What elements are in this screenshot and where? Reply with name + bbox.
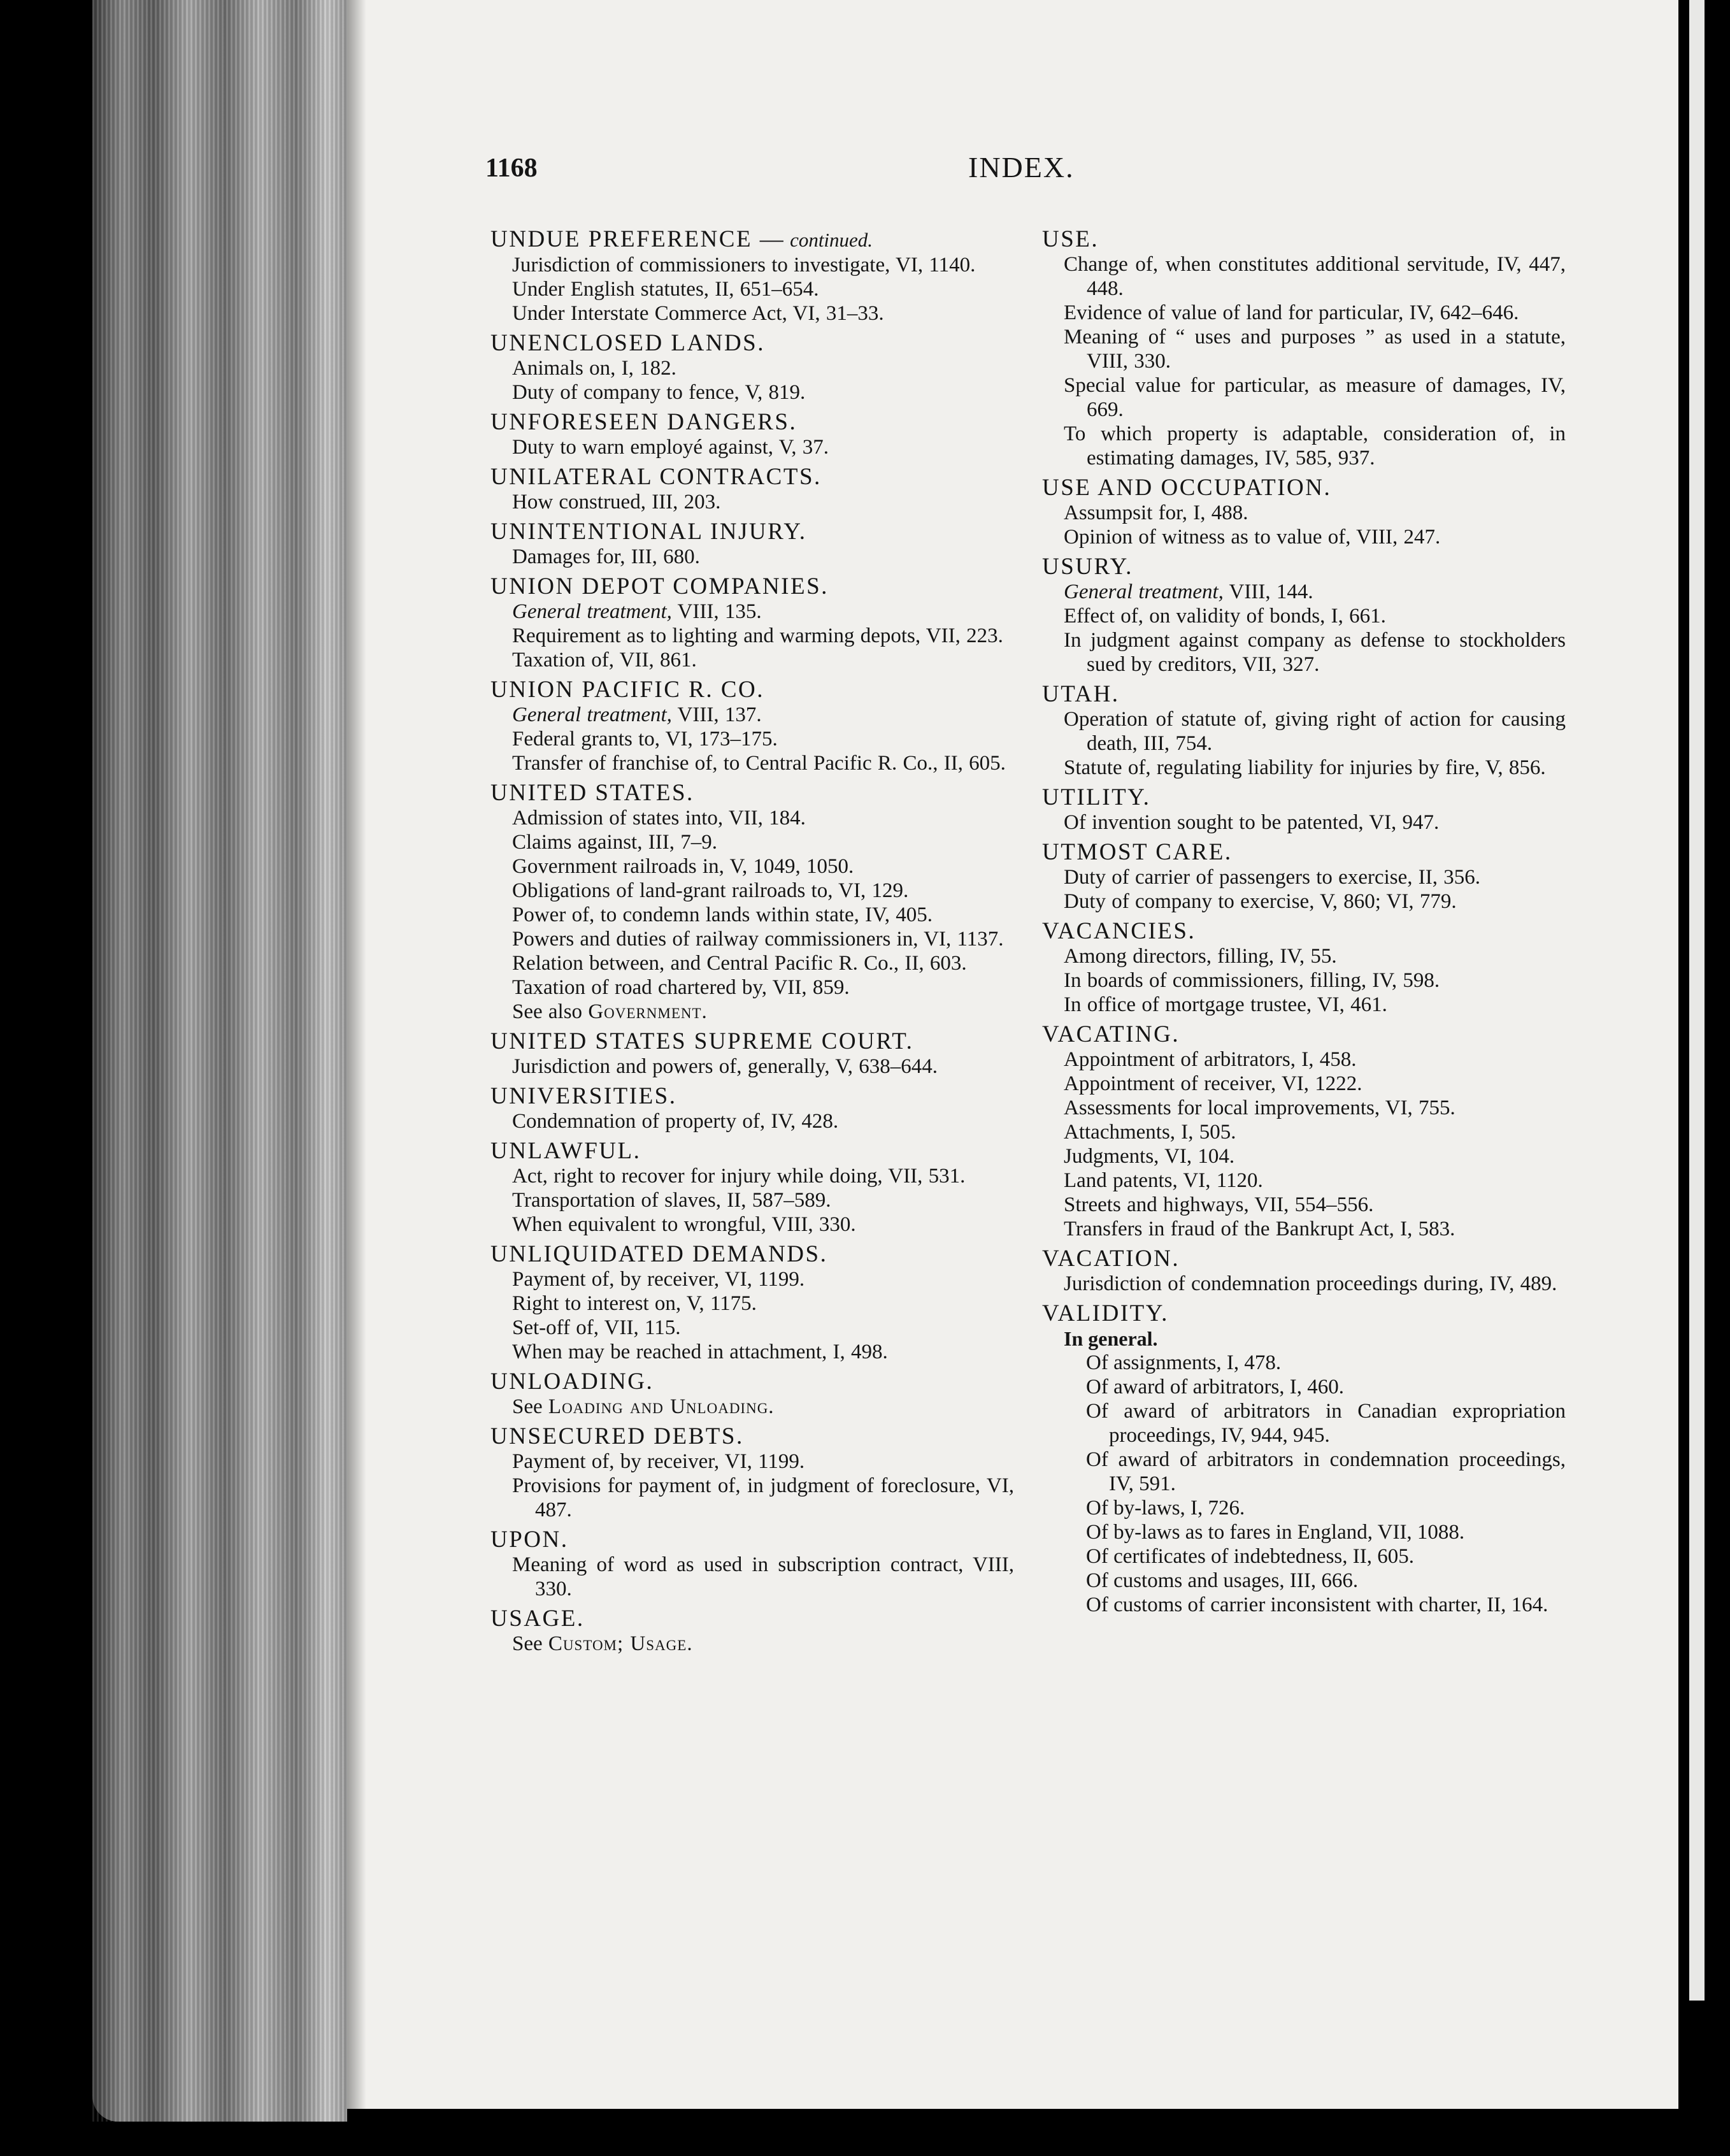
index-heading: USE AND OCCUPATION.	[1042, 475, 1332, 501]
index-subentry: Right to interest on, V, 1175.	[512, 1292, 757, 1315]
cross-reference: Loading and Unloading.	[548, 1395, 775, 1418]
index-entry	[1042, 785, 1566, 835]
index-entry	[1042, 1022, 1566, 1241]
index-subentry: Of award of arbitrators, I, 460.	[1086, 1376, 1345, 1398]
index-entry	[490, 227, 1014, 326]
index-subentry: Admission of states into, VII, 184.	[512, 807, 806, 830]
index-subentry: General treatment, VIII, 135.	[512, 600, 762, 623]
facing-page-edge	[1689, 0, 1705, 2001]
index-heading: UNITED STATES SUPREME COURT.	[490, 1028, 914, 1054]
index-subentry: Requirement as to lighting and warming depots, VII, 223.	[512, 624, 1003, 647]
index-heading: VACATING.	[1042, 1021, 1180, 1047]
index-subentry: Act, right to recover for injury while doing, VII, 531.	[512, 1165, 966, 1188]
index-entry	[1042, 227, 1566, 470]
index-subentry: Powers and duties of railway commissioners in, VI, 1137.	[512, 928, 1004, 951]
index-subentry: Taxation of road chartered by, VII, 859.	[512, 976, 850, 999]
index-entry	[1042, 1246, 1566, 1296]
index-subentry: How construed, III, 203.	[512, 491, 721, 514]
index-heading: UTMOST CARE.	[1042, 839, 1233, 865]
index-entry	[1042, 682, 1566, 780]
index-subentry: Opinion of witness as to value of, VIII, 247.	[1064, 526, 1441, 549]
index-heading: UNIVERSITIES.	[490, 1083, 677, 1109]
index-subentry: Of customs and usages, III, 666.	[1086, 1569, 1359, 1592]
index-entry	[490, 1527, 1014, 1601]
index-subentry: Meaning of word as used in subscription contract, VIII, 330.	[512, 1553, 1014, 1600]
index-entry	[490, 1084, 1014, 1133]
index-heading: UNSECURED DEBTS.	[490, 1423, 744, 1449]
index-subentry: Of invention sought to be patented, VI, 947.	[1064, 811, 1440, 834]
index-subentry: Claims against, III, 7–9.	[512, 831, 717, 854]
index-entry	[1042, 1301, 1566, 1617]
continued-note: continued.	[785, 229, 873, 251]
index-heading: UNINTENTIONAL INJURY.	[490, 519, 807, 545]
index-heading: UNLOADING.	[490, 1369, 654, 1395]
index-heading: UNLIQUIDATED DEMANDS.	[490, 1241, 828, 1267]
index-subentry: Transfers in fraud of the Bankrupt Act, I, 583.	[1064, 1218, 1455, 1240]
index-subentry: Change of, when constitutes additional servitude, IV, 447, 448.	[1064, 253, 1566, 300]
index-subentry: Land patents, VI, 1120.	[1064, 1169, 1263, 1192]
index-heading: VACATION.	[1042, 1246, 1180, 1272]
index-subentry: Set-off of, VII, 115.	[512, 1316, 681, 1339]
index-entry	[490, 1029, 1014, 1079]
index-subentry: Transfer of franchise of, to Central Pacific R. Co., II, 605.	[512, 752, 1006, 775]
index-subentry: To which property is adaptable, consideration of, in estimating damages, IV, 585, 937.	[1064, 422, 1566, 470]
index-subentry: In judgment against company as defense to stockholders sued by creditors, VII, 327.	[1064, 629, 1566, 676]
index-subentry: Appointment of arbitrators, I, 458.	[1064, 1048, 1357, 1071]
index-heading: USE.	[1042, 226, 1099, 252]
index-subentry: Jurisdiction and powers of, generally, V, 638–644.	[512, 1055, 938, 1078]
index-heading: UNITED STATES.	[490, 780, 694, 806]
index-entry	[1042, 919, 1566, 1017]
index-subentry: Relation between, and Central Pacific R. Co., II, 603.	[512, 952, 967, 975]
index-entry	[1042, 475, 1566, 549]
index-subentry: Of certificates of indebtedness, II, 605.	[1086, 1545, 1414, 1568]
index-subentry: Taxation of, VII, 861.	[512, 649, 697, 672]
index-subheading: In general.	[1064, 1327, 1158, 1350]
index-subentry: Special value for particular, as measure of damages, IV, 669.	[1064, 374, 1566, 421]
index-entry	[490, 1369, 1014, 1419]
index-heading: UNLAWFUL.	[490, 1138, 641, 1164]
index-subentry: Payment of, by receiver, VI, 1199.	[512, 1268, 805, 1291]
index-subentry: Of customs of carrier inconsistent with charter, II, 164.	[1086, 1593, 1548, 1616]
index-heading: USURY.	[1042, 554, 1133, 580]
index-subentry: When may be reached in attachment, I, 498.	[512, 1340, 888, 1363]
index-entry	[1042, 554, 1566, 677]
index-subentry: Attachments, I, 505.	[1064, 1121, 1236, 1144]
index-subentry: Effect of, on validity of bonds, I, 661.	[1064, 605, 1386, 628]
index-entry	[490, 1606, 1014, 1656]
index-subentry: Transportation of slaves, II, 587–589.	[512, 1189, 831, 1212]
index-subentry: Of by-laws, I, 726.	[1086, 1497, 1245, 1520]
page-title: INDEX.	[968, 151, 1075, 183]
index-heading: UPON.	[490, 1527, 569, 1553]
index-subentry: Duty of company to fence, V, 819.	[512, 381, 806, 404]
subentry-italic: General treatment,	[512, 600, 672, 623]
index-subentry: Jurisdiction of condemnation proceedings during, IV, 489.	[1064, 1272, 1557, 1295]
index-subentry: Of by-laws as to fares in England, VII, 1088.	[1086, 1521, 1465, 1544]
book-page-edges	[92, 0, 347, 2122]
index-subentry: See Loading and Unloading.	[512, 1395, 775, 1418]
index-subentry: Jurisdiction of commissioners to investigate, VI, 1140.	[512, 254, 976, 277]
subentry-italic: General treatment,	[1064, 580, 1224, 603]
index-subentry: Of award of arbitrators in Canadian expropriation proceedings, IV, 944, 945.	[1086, 1400, 1566, 1447]
index-subentry: Assessments for local improvements, VI, 755.	[1064, 1096, 1455, 1119]
index-entry	[490, 410, 1014, 459]
index-subentry: General treatment, VIII, 144.	[1064, 580, 1313, 603]
index-subentry: Streets and highways, VII, 554–556.	[1064, 1193, 1374, 1216]
index-subentry: Appointment of receiver, VI, 1222.	[1064, 1072, 1362, 1095]
cross-reference: Custom; Usage.	[548, 1632, 693, 1655]
index-subentry: Operation of statute of, giving right of action for causing death, III, 754.	[1064, 708, 1566, 755]
index-subentry: Statute of, regulating liability for injuries by fire, V, 856.	[1064, 756, 1546, 779]
index-heading: UNION DEPOT COMPANIES.	[490, 573, 829, 600]
index-subentry: In boards of commissioners, filling, IV, 598.	[1064, 969, 1440, 992]
index-subentry: Duty to warn employé against, V, 37.	[512, 436, 829, 459]
index-heading: UNDUE PREFERENCE — continued.	[490, 226, 873, 252]
index-subentry: Animals on, I, 182.	[512, 357, 676, 380]
index-subentry: See Custom; Usage.	[512, 1632, 693, 1655]
cross-reference: Government.	[588, 1000, 708, 1023]
index-subentry: Condemnation of property of, IV, 428.	[512, 1110, 839, 1133]
index-subentry: Payment of, by receiver, VI, 1199.	[512, 1450, 805, 1473]
index-subentry: Of assignments, I, 478.	[1086, 1351, 1282, 1374]
index-heading: UNILATERAL CONTRACTS.	[490, 464, 822, 490]
index-heading: UNION PACIFIC R. CO.	[490, 677, 765, 703]
index-subentry: Assumpsit for, I, 488.	[1064, 501, 1248, 524]
index-subentry: When equivalent to wrongful, VIII, 330.	[512, 1213, 856, 1236]
index-subentry: Meaning of “ uses and purposes ” as used in a statute, VIII, 330.	[1064, 326, 1566, 373]
index-heading: UNFORESEEN DANGERS.	[490, 409, 797, 435]
index-entry	[490, 574, 1014, 672]
index-subentry: See also Government.	[512, 1000, 708, 1023]
index-heading: UTILITY.	[1042, 784, 1151, 810]
index-subentry: Under Interstate Commerce Act, VI, 31–33.	[512, 302, 884, 325]
index-entry	[490, 780, 1014, 1024]
index-subentry: Government railroads in, V, 1049, 1050.	[512, 855, 854, 878]
index-subentry: Of award of arbitrators in condemnation proceedings, IV, 591.	[1086, 1448, 1566, 1495]
index-entry	[490, 331, 1014, 405]
index-subentry: Among directors, filling, IV, 55.	[1064, 945, 1337, 968]
index-subentry: Provisions for payment of, in judgment of foreclosure, VI, 487.	[512, 1474, 1014, 1521]
index-entry	[490, 677, 1014, 775]
index-heading: VACANCIES.	[1042, 918, 1196, 944]
index-heading: UTAH.	[1042, 681, 1120, 707]
index-subentry: Damages for, III, 680.	[512, 545, 700, 568]
index-entry	[490, 1139, 1014, 1237]
index-subentry: Obligations of land-grant railroads to, VI, 129.	[512, 879, 909, 902]
index-subentry: Evidence of value of land for particular, IV, 642–646.	[1064, 301, 1519, 324]
index-subentry: Judgments, VI, 104.	[1064, 1145, 1235, 1168]
page-number: 1168	[485, 154, 538, 183]
index-entry	[1042, 840, 1566, 914]
index-entry	[490, 519, 1014, 569]
index-heading: VALIDITY.	[1042, 1300, 1169, 1326]
index-heading: UNENCLOSED LANDS.	[490, 330, 765, 356]
gutter-shadow	[347, 0, 366, 2109]
subentry-italic: General treatment,	[512, 703, 672, 726]
index-subentry: Duty of carrier of passengers to exercise, II, 356.	[1064, 866, 1480, 889]
index-subentry: Power of, to condemn lands within state, IV, 405.	[512, 903, 933, 926]
index-subentry: In office of mortgage trustee, VI, 461.	[1064, 993, 1387, 1016]
index-subentry: General treatment, VIII, 137.	[512, 703, 762, 726]
index-entry	[490, 1424, 1014, 1522]
index-entry	[490, 464, 1014, 514]
index-column-right	[1042, 222, 1566, 1617]
index-column-left	[490, 222, 1014, 1656]
index-subentry: Under English statutes, II, 651–654.	[512, 278, 819, 301]
index-subentry: Federal grants to, VI, 173–175.	[512, 728, 778, 751]
index-entry	[490, 1242, 1014, 1364]
index-subentry: Duty of company to exercise, V, 860; VI, 779.	[1064, 890, 1457, 913]
index-heading: USAGE.	[490, 1606, 585, 1632]
